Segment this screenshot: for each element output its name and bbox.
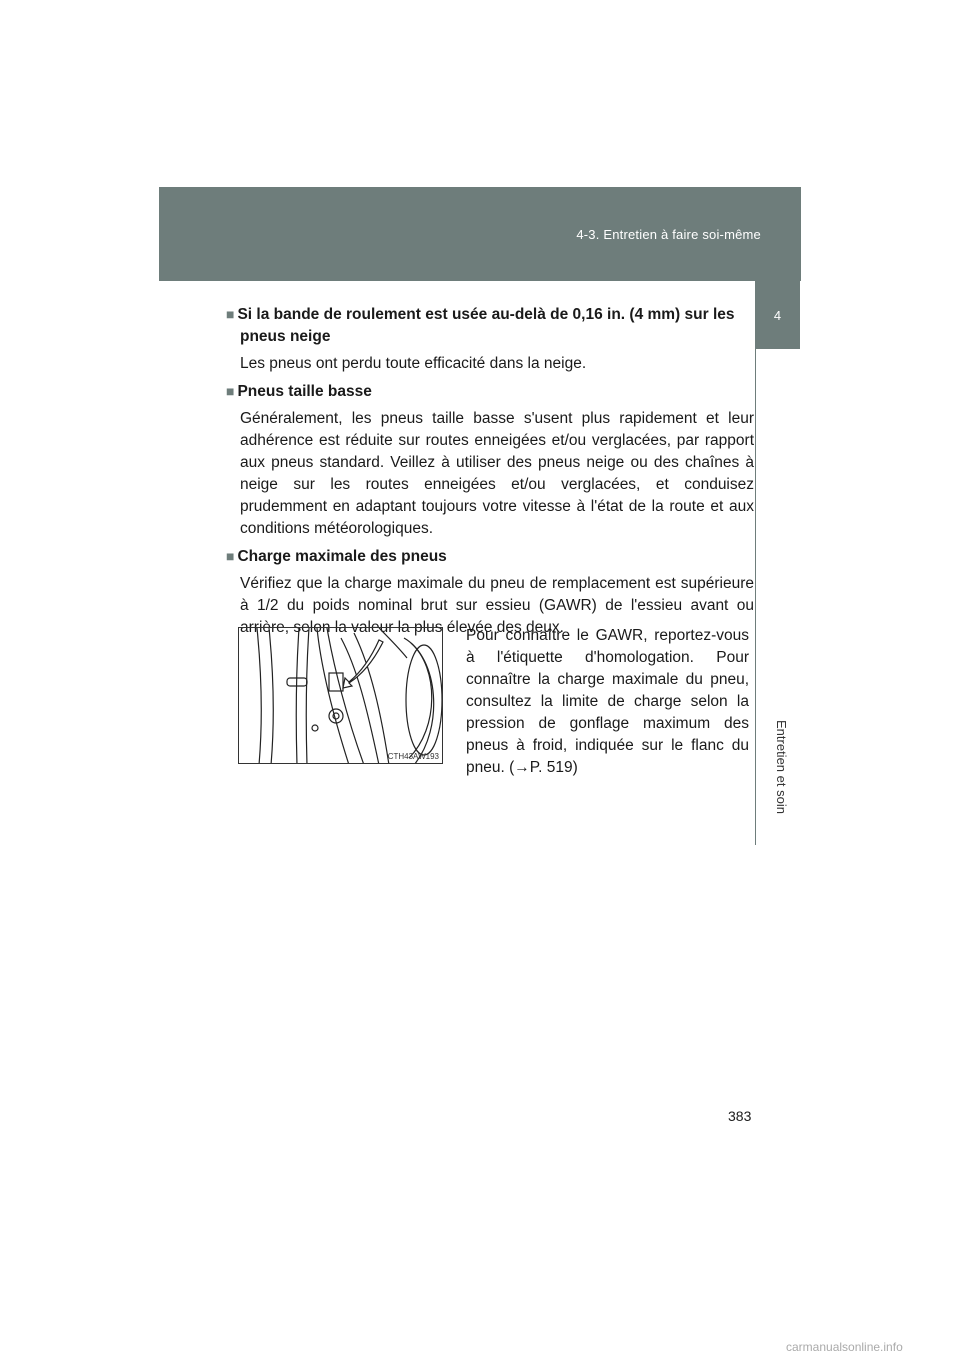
- bullet-square-icon: ■: [226, 548, 235, 564]
- door-pillar-drawing-icon: [239, 628, 443, 764]
- section-text: Généralement, les pneus taille basse s'usent plus rapidement et leur adhérence est réduite sur routes enneigées et/ou verglacées, par rapport aux pneus standard. Veillez à utiliser des pneus neige ou des chaînes à neige sur les routes enneigées et/ou verglacées, et conduisez prudemment en adaptant toujours votre vitesse à l'état de la route et aux conditions météorologiques.: [240, 410, 754, 537]
- page-number: 383: [728, 1108, 752, 1124]
- section-heading: ■ Pneus taille basse: [226, 383, 372, 400]
- section-heading: ■ Charge maximale des pneus: [226, 548, 447, 565]
- header-band: [159, 187, 801, 281]
- door-label-illustration: [238, 627, 443, 764]
- section-text: Vérifiez que la charge maximale du pneu de remplacement est supérieure à 1/2 du poids nominal brut sur essieu (GAWR) de l'essieu avant ou arrière, selon la valeur la plus élevée des deux.: [240, 575, 754, 636]
- section-title: 4-3. Entretien à faire soi-même: [576, 227, 761, 242]
- section-heading: ■ Si la bande de roulement est usée au-delà de 0,16 in. (4 mm) sur les pneus neige: [226, 306, 735, 345]
- main-content: [226, 303, 754, 644]
- section-text: Les pneus ont perdu toute efficacité dans la neige.: [240, 355, 587, 372]
- chapter-title: Entretien et soin: [774, 720, 789, 814]
- chapter-number: 4: [773, 307, 782, 323]
- figure-code: CTH43AW193: [387, 752, 439, 761]
- bullet-square-icon: ■: [226, 306, 235, 322]
- chapter-number-tab: [755, 281, 800, 349]
- bullet-square-icon: ■: [226, 383, 235, 399]
- figure-description: Pour connaître le GAWR, reportez-vous à l'étiquette d'homologation. Pour connaître la charge maximale du pneu, consultez la limite de charge selon la pression de gonflage maximum des pneus à froid, indiquée sur le flanc du pneu. (→P. 519): [466, 627, 749, 776]
- watermark: carmanualsonline.info: [786, 1340, 903, 1354]
